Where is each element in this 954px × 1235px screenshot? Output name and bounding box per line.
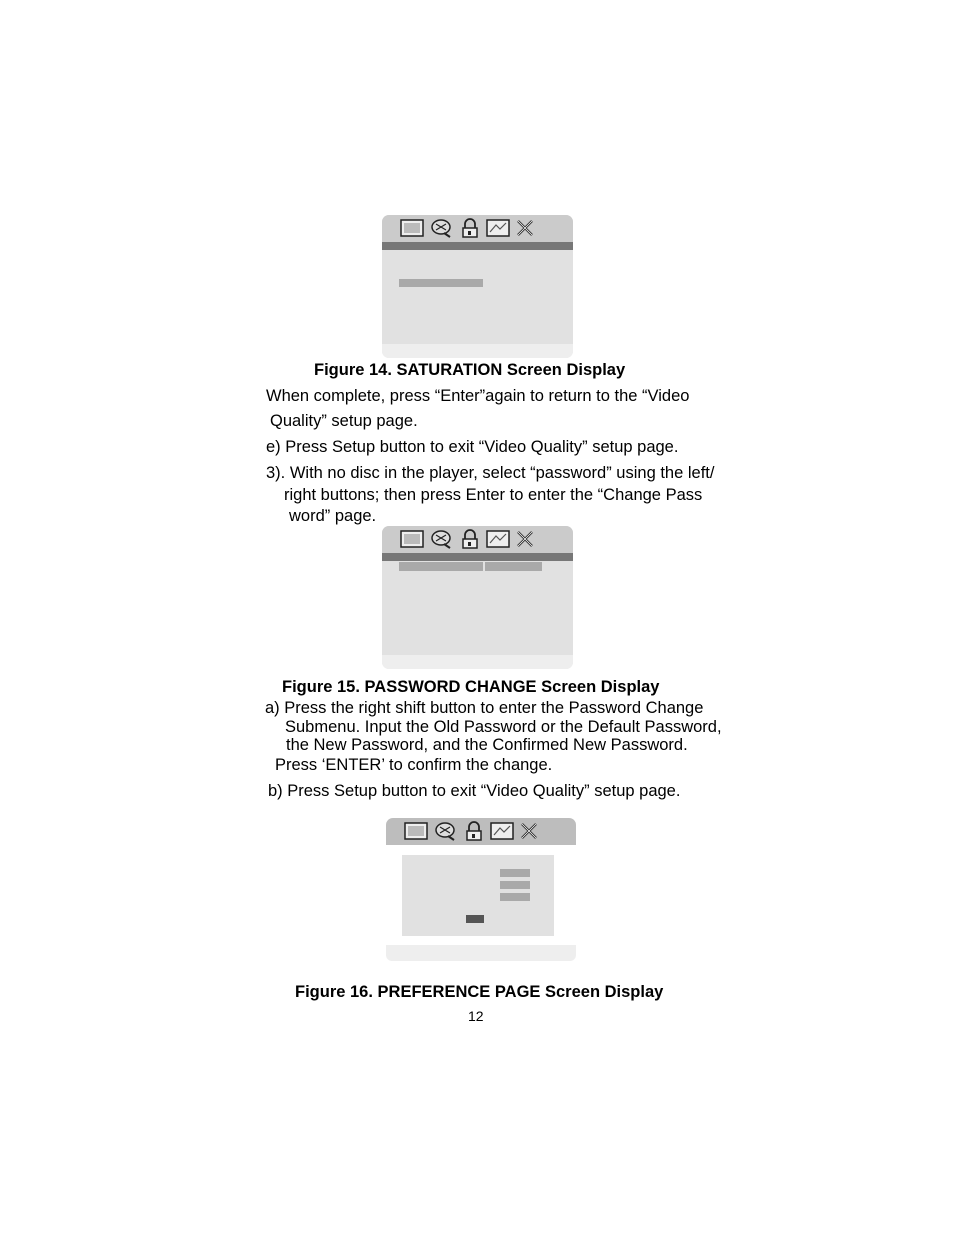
- body-line: Quality” setup page.: [270, 412, 418, 430]
- speaker-icon: [434, 821, 458, 841]
- lock-icon: [460, 218, 480, 238]
- preference-selection-marker: [466, 915, 484, 923]
- figure-14-caption: Figure 14. SATURATION Screen Display: [314, 361, 626, 379]
- speaker-icon: [430, 218, 454, 238]
- picture-icon: [400, 219, 424, 237]
- video-icon: [490, 822, 514, 840]
- body-line: Press ‘ENTER’ to confirm the change.: [275, 756, 553, 774]
- password-change-osd-screen: [382, 526, 573, 669]
- body-line: When complete, press “Enter”again to return to the “Video: [266, 387, 690, 405]
- lock-icon: [464, 821, 484, 841]
- body-line: 3). With no disc in the player, select “password” using the left/: [266, 464, 715, 482]
- body-line: the New Password, and the Confirmed New Password.: [286, 736, 688, 754]
- preference-option-bar: [500, 881, 530, 889]
- body-line: a) Press the right shift button to enter the Password Change: [265, 699, 704, 717]
- password-submenu-bar: [485, 562, 542, 571]
- osd-icon-row: [400, 217, 534, 239]
- speaker-icon: [430, 529, 454, 549]
- saturation-highlight-bar: [399, 279, 483, 287]
- body-line: right buttons; then press Enter to enter the “Change Pass: [284, 486, 703, 504]
- body-line: b) Press Setup button to exit “Video Quality” setup page.: [268, 782, 681, 800]
- page-number: 12: [468, 1008, 484, 1024]
- osd-icon-row: [400, 528, 534, 550]
- preference-menu-panel: [402, 855, 554, 936]
- body-line: Submenu. Input the Old Password or the Default Password,: [285, 718, 722, 736]
- osd-icon-row: [404, 820, 538, 842]
- preference-page-osd-screen: [386, 818, 576, 963]
- exit-x-icon: [516, 219, 534, 237]
- body-line: e) Press Setup button to exit “Video Quality” setup page.: [266, 438, 679, 456]
- osd-title-bar: [382, 553, 573, 561]
- figure-16-caption: Figure 16. PREFERENCE PAGE Screen Display: [295, 983, 664, 1001]
- saturation-osd-screen: [382, 215, 573, 358]
- osd-footer: [386, 945, 576, 961]
- picture-icon: [400, 530, 424, 548]
- video-icon: [486, 219, 510, 237]
- osd-icon-bar: [382, 215, 573, 242]
- video-icon: [486, 530, 510, 548]
- osd-icon-bar: [382, 526, 573, 553]
- body-line: word” page.: [289, 507, 377, 525]
- preference-option-bar: [500, 893, 530, 901]
- figure-15-caption: Figure 15. PASSWORD CHANGE Screen Display: [282, 678, 660, 696]
- osd-icon-bar: [386, 818, 576, 845]
- lock-icon: [460, 529, 480, 549]
- osd-footer: [382, 655, 573, 669]
- osd-footer: [382, 344, 573, 358]
- exit-x-icon: [520, 822, 538, 840]
- exit-x-icon: [516, 530, 534, 548]
- picture-icon: [404, 822, 428, 840]
- password-highlight-bar: [399, 562, 483, 571]
- osd-title-bar: [382, 242, 573, 250]
- preference-option-bar: [500, 869, 530, 877]
